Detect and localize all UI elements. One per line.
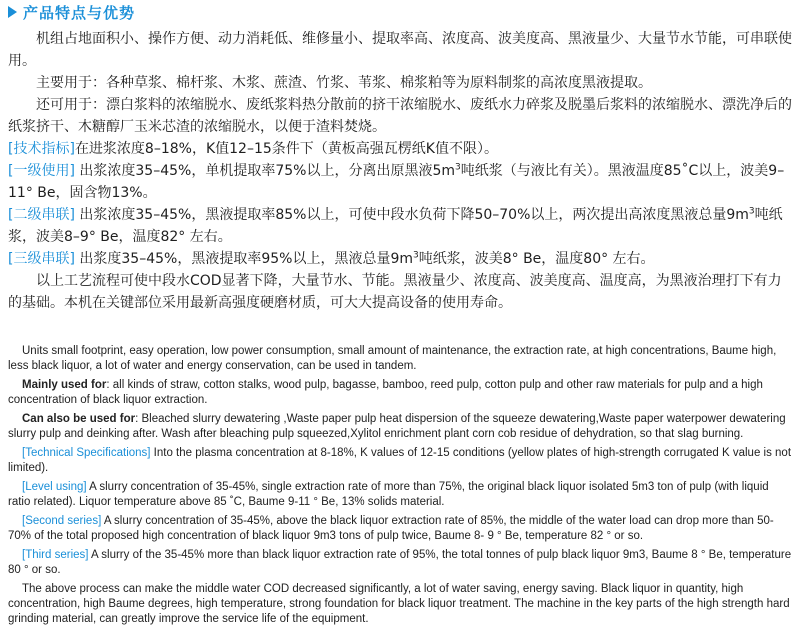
triangle-bullet-icon bbox=[8, 6, 17, 18]
en-paragraph-tech bbox=[8, 446, 792, 476]
cn-paragraph-level1 bbox=[8, 160, 792, 204]
cn-paragraph-level3 bbox=[8, 248, 792, 270]
en-main-use-text: : all kinds of straw, cotton stalks, wood pulp, bagasse, bamboo, reed pulp, cotton pulp and other raw materials for pulp and a high concentration of black liquor extraction. bbox=[8, 379, 763, 406]
en-paragraph-level2 bbox=[8, 514, 792, 544]
cn-summary-text: 以上工艺流程可使中段水COD显著下降，大量节水、节能。黑液量少、浓度高、波美度高、温度高，为黑液治理打下有力的基础。本机在关键部位采用最新高强度硬磨材质，可大大提高设备的使用寿命。 bbox=[8, 273, 782, 311]
cn-level2-text-b: 吨纸浆，波美8–9° Be，温度82° 左右。 bbox=[8, 207, 783, 245]
en-level1-text: A slurry concentration of 35-45%, single extraction rate of more than 75%, the original black liquor isolated 5m3 ton of pulp (with liquid ratio related). Liquor temperature above 85 ˚C, Baume 9-11 ° Be, 13% solids material. bbox=[8, 481, 769, 508]
section-header bbox=[8, 2, 792, 22]
en-summary-text: The above process can make the middle water COD decreased significantly, a lot of water saving, energy saving. Black liquor in quantity, high concentration, high Baume degrees, high temperature, strong foundation for black liquor treatment. The machine in the key parts of the high strength hard grinding material, can greatly improve the service life of the equipment. bbox=[8, 583, 790, 625]
cn-level3-sup: 3 bbox=[412, 250, 419, 261]
cn-level3-label: [三级串联] bbox=[8, 251, 75, 267]
cn-level1-label: [一级使用] bbox=[8, 163, 75, 179]
cn-level3-text-b: 吨纸浆，波美8° Be，温度80° 左右。 bbox=[418, 251, 655, 267]
en-paragraph-main-use bbox=[8, 378, 792, 408]
cn-paragraph-summary bbox=[8, 270, 792, 314]
en-also-use-label: Can also be used for bbox=[22, 413, 136, 425]
en-level1-label: [Level using] bbox=[22, 481, 87, 493]
en-paragraph-level3 bbox=[8, 548, 792, 578]
en-also-use-text: : Bleached slurry dewatering ,Waste paper pulp heat dispersion of the squeeze dewatering,Waste paper waterpower dewatering slurry pulp and deinking after. Wash after bleaching pulp squeezed,Xylitol enrichment plant corn cob residue of dehydration, so that slag burning. bbox=[8, 413, 786, 440]
en-level2-text: A slurry concentration of 35-45%, above the black liquor extraction rate of 85%, the middle of the water load can drop more than 50-70% of the total proposed high concentration of black liquor 9m3 tons of pulp twice, Baume 8- 9 ° Be, temperature 82 ° or so. bbox=[8, 515, 774, 542]
en-features-text: Units small footprint, easy operation, low power consumption, small amount of maintenance, the extraction rate, at high concentrations, Baume high, less black liquor, a lot of water and energy conservation, can be used in tandem. bbox=[8, 345, 777, 372]
en-paragraph-summary bbox=[8, 582, 792, 627]
section-spacer bbox=[8, 314, 792, 344]
cn-also-use-text: 还可用于：漂白浆料的浓缩脱水、废纸浆料热分散前的挤干浓缩脱水、废纸水力碎浆及脱墨后浆料的浓缩脱水、漂洗净后的纸浆挤干、木糖醇厂玉米芯渣的浓缩脱水，以便于渣料焚烧。 bbox=[8, 97, 792, 135]
section-title: 产品特点与优势 bbox=[23, 3, 136, 22]
cn-paragraph-level2 bbox=[8, 204, 792, 248]
en-paragraph-level1 bbox=[8, 480, 792, 510]
en-level3-text: A slurry of the 35-45% more than black liquor extraction rate of 95%, the total tonnes of pulp black liquor 9m3, Baume 8 ° Be, temperature 80 ° or so. bbox=[8, 549, 792, 576]
cn-level1-text-a: 出浆浓度35–45%，单机提取率75%以上，分离出原黑液5m bbox=[79, 163, 455, 179]
cn-level2-sup: 3 bbox=[748, 206, 755, 217]
cn-paragraph-main-use bbox=[8, 72, 792, 94]
en-level2-label: [Second series] bbox=[22, 515, 102, 527]
en-tech-text: Into the plasma concentration at 8-18%, K values of 12-15 conditions (yellow plates of high-strength corrugated K value is not limited). bbox=[8, 447, 792, 474]
cn-paragraph-also-use bbox=[8, 94, 792, 138]
cn-level3-text-a: 出浆度35–45%，黑液提取率95%以上，黑液总量9m bbox=[79, 251, 413, 267]
en-paragraph-features bbox=[8, 344, 792, 374]
en-main-use-label: Mainly used for bbox=[22, 379, 107, 391]
cn-level1-text-b: 吨纸浆（与液比有关）。黑液温度85˚C以上，波美9–11° Be，固含物13%。 bbox=[8, 163, 785, 201]
cn-level1-sup: 3 bbox=[454, 162, 461, 173]
en-tech-label: [Technical Specifications] bbox=[22, 447, 151, 459]
cn-features-text: 机组占地面积小、操作方便、动力消耗低、维修量小、提取率高、浓度高、波美度高、黑液量少、大量节水节能，可串联使用。 bbox=[8, 31, 792, 69]
cn-tech-label: [技术指标] bbox=[8, 141, 75, 157]
en-paragraph-also-use bbox=[8, 412, 792, 442]
cn-main-use-text: 主要用于：各种草浆、棉杆浆、木浆、蔗渣、竹浆、苇浆、棉浆粕等为原料制浆的高浓度黑液提取。 bbox=[36, 75, 652, 91]
cn-paragraph-features bbox=[8, 28, 792, 72]
cn-level2-label: [二级串联] bbox=[8, 207, 75, 223]
cn-level2-text-a: 出浆浓度35–45%，黑液提取率85%以上，可使中段水负荷下降50–70%以上，两次提出高浓度黑液总量9m bbox=[79, 207, 749, 223]
cn-paragraph-tech bbox=[8, 138, 792, 160]
cn-tech-text: 在进浆浓度8–18%，K值12–15条件下（黄板高强瓦楞纸K值不限）。 bbox=[74, 141, 498, 157]
en-level3-label: [Third series] bbox=[22, 549, 89, 561]
